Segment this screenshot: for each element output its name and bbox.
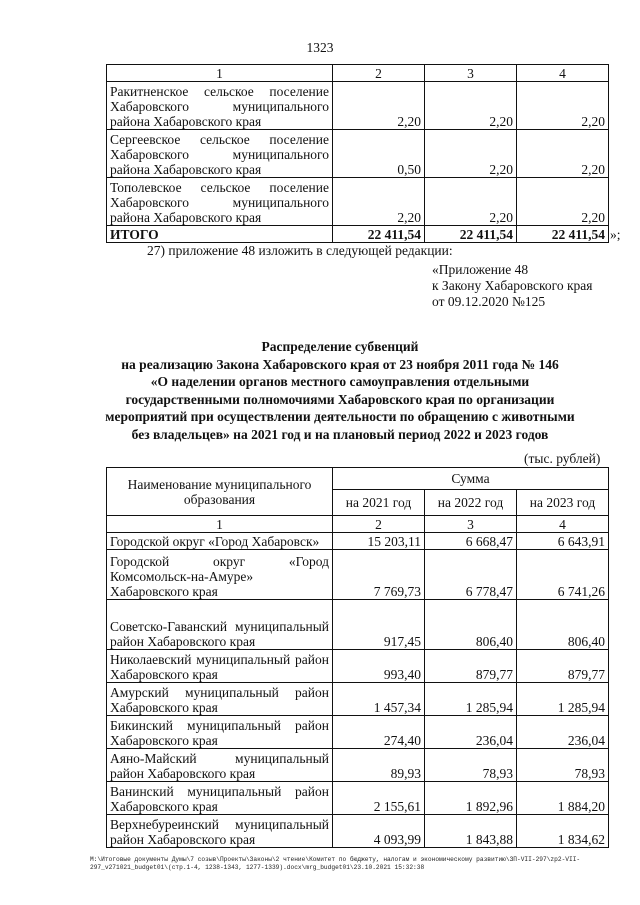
total-2021: 22 411,54 <box>333 226 425 243</box>
value-2021: 2 155,61 <box>333 782 425 815</box>
column-header-2022: на 2022 год <box>425 490 517 516</box>
value-2022: 806,40 <box>425 600 517 650</box>
municipality-name: Ванинский муниципальный район Хабаровского края <box>107 782 333 815</box>
column-number: 4 <box>517 516 609 533</box>
title-line: Распределение субвенций <box>261 339 419 354</box>
footer-line: M:\Итоговые документы Думы\7 созыв\Проекты\Законы\2 чтение\Комитет по бюджету, налогам и экономическому развитию\ЗП-VII-297\zp2-VII- <box>90 856 581 863</box>
column-number: 1 <box>107 516 333 533</box>
total-row <box>107 226 609 243</box>
value-2021: 1 457,34 <box>333 683 425 716</box>
column-header-2023: на 2023 год <box>517 490 609 516</box>
value-2021: 274,40 <box>333 716 425 749</box>
value-2022: 6 778,47 <box>425 550 517 600</box>
value-2023: 2,20 <box>517 130 609 178</box>
value-2022: 2,20 <box>425 178 517 226</box>
value-2021: 4 093,99 <box>333 815 425 848</box>
distribution-table <box>106 467 609 848</box>
column-number: 1 <box>107 65 333 82</box>
appendix-line: «Приложение 48 <box>432 262 529 277</box>
value-2021: 7 769,73 <box>333 550 425 600</box>
value-2021: 0,50 <box>333 130 425 178</box>
value-2023: 236,04 <box>517 716 609 749</box>
value-2023: 2,20 <box>517 82 609 130</box>
value-2023: 1 834,62 <box>517 815 609 848</box>
value-2022: 236,04 <box>425 716 517 749</box>
title-line: государственными полномочиями Хабаровского края по организации <box>125 391 555 407</box>
continuation-table <box>106 64 609 243</box>
value-2022: 1 843,88 <box>425 815 517 848</box>
table-row <box>107 533 609 550</box>
table-row <box>107 550 609 600</box>
municipality-name: Городской округ «Город Комсомольск-на-Амуре» Хабаровского края <box>107 550 333 600</box>
units-label: (тыс. рублей) <box>524 451 601 466</box>
value-2023: 2,20 <box>517 178 609 226</box>
column-number: 4 <box>517 65 609 82</box>
municipality-name: Аяно-Майский муниципальный район Хабаровского края <box>107 749 333 782</box>
municipality-name: Бикинский муниципальный район Хабаровского края <box>107 716 333 749</box>
value-2022: 2,20 <box>425 130 517 178</box>
value-2023: 1 285,94 <box>517 683 609 716</box>
table-row <box>107 815 609 848</box>
document-title <box>80 338 600 443</box>
municipality-name: Сергеевское сельское поселение Хабаровского муниципального района Хабаровского края <box>107 130 333 178</box>
table-row <box>107 749 609 782</box>
table-row <box>107 650 609 683</box>
municipality-name: Советско-Гаванский муниципальный район Хабаровского края <box>107 600 333 650</box>
value-2022: 1 892,96 <box>425 782 517 815</box>
total-label: ИТОГО <box>107 226 333 243</box>
table-row <box>107 782 609 815</box>
table-header-row <box>107 65 609 82</box>
table-row <box>107 716 609 749</box>
page-number: 1323 <box>306 40 334 55</box>
title-line: мероприятий при осуществлении деятельности по обращению с животными <box>105 409 575 424</box>
value-2022: 6 668,47 <box>425 533 517 550</box>
municipality-name: Амурский муниципальный район Хабаровского края <box>107 683 333 716</box>
table-row <box>107 82 609 130</box>
column-number: 3 <box>425 516 517 533</box>
value-2023: 78,93 <box>517 749 609 782</box>
value-2022: 879,77 <box>425 650 517 683</box>
title-line: без владельцев» на 2021 год и на плановый период 2022 и 2023 годов <box>131 426 549 442</box>
table-row <box>107 600 609 650</box>
municipality-name: Ракитненское сельское поселение Хабаровского муниципального района Хабаровского края <box>107 82 333 130</box>
value-2023: 806,40 <box>517 600 609 650</box>
value-2021: 917,45 <box>333 600 425 650</box>
value-2021: 89,93 <box>333 749 425 782</box>
municipality-name: Николаевский муниципальный район Хабаровского края <box>107 650 333 683</box>
value-2022: 1 285,94 <box>425 683 517 716</box>
appendix-line: к Закону Хабаровского края <box>432 278 593 293</box>
column-number: 2 <box>333 65 425 82</box>
item-27-text: 27) приложение 48 изложить в следующей редакции: <box>147 243 453 258</box>
value-2021: 993,40 <box>333 650 425 683</box>
value-2023: 6 741,26 <box>517 550 609 600</box>
value-2021: 2,20 <box>333 82 425 130</box>
table-header-row <box>107 468 609 490</box>
appendix-reference <box>432 262 593 310</box>
table-row <box>107 178 609 226</box>
value-2022: 2,20 <box>425 82 517 130</box>
column-number-row <box>107 516 609 533</box>
total-2022: 22 411,54 <box>425 226 517 243</box>
value-2023: 1 884,20 <box>517 782 609 815</box>
total-2023: 22 411,54 <box>517 226 609 243</box>
column-number: 3 <box>425 65 517 82</box>
column-header-name: Наименование муниципального образования <box>107 468 333 516</box>
appendix-line: от 09.12.2020 №125 <box>432 294 546 309</box>
value-2023: 6 643,91 <box>517 533 609 550</box>
column-number: 2 <box>333 516 425 533</box>
value-2021: 15 203,11 <box>333 533 425 550</box>
table-row <box>107 683 609 716</box>
municipality-name: Тополевское сельское поселение Хабаровского муниципального района Хабаровского края <box>107 178 333 226</box>
closing-quote: »; <box>610 227 621 242</box>
column-header-sum: Сумма <box>333 468 609 490</box>
title-line: на реализацию Закона Хабаровского края от 23 ноября 2011 года № 146 <box>121 356 559 372</box>
footer-line: 297_v271021_budget01\(стр.1-4, 1238-1343, 1277-1339).docx\mrg_budget01\23.10.2021 15:32:38 <box>90 864 425 871</box>
column-header-2021: на 2021 год <box>333 490 425 516</box>
value-2021: 2,20 <box>333 178 425 226</box>
value-2022: 78,93 <box>425 749 517 782</box>
file-path-footer <box>90 856 610 872</box>
municipality-name: Верхнебуреинский муниципальный район Хабаровского края <box>107 815 333 848</box>
title-line: «О наделении органов местного самоуправления отдельными <box>150 374 530 389</box>
municipality-name: Городской округ «Город Хабаровск» <box>107 533 333 550</box>
value-2023: 879,77 <box>517 650 609 683</box>
table-row <box>107 130 609 178</box>
